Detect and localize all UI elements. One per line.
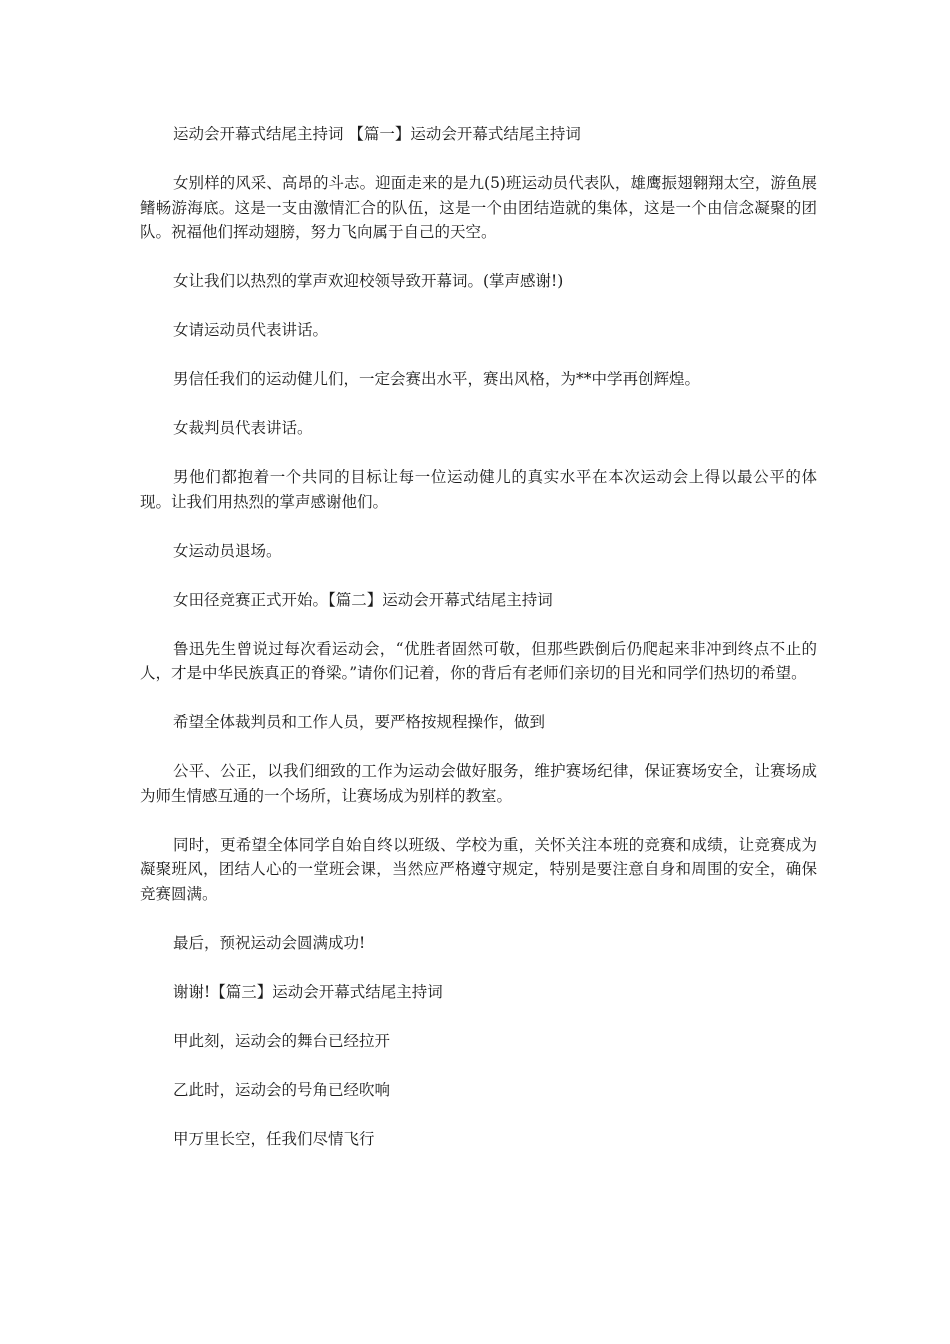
- paragraph: 男信任我们的运动健儿们，一定会赛出水平，赛出风格，为**中学再创辉煌。: [173, 370, 701, 388]
- document-body: [140, 122, 817, 1176]
- paragraph: 甲万里长空，任我们尽情飞行: [173, 1129, 375, 1148]
- paragraph: 女田径竞赛正式开始。【篇二】运动会开幕式结尾主持词: [173, 590, 553, 609]
- paragraph: 女运动员退场。: [173, 541, 282, 560]
- paragraph: 最后，预祝运动会圆满成功!: [173, 933, 366, 952]
- paragraph: 女别样的风采、高昂的斗志。迎面走来的是九(5)班运动员代表队，雄鹰振翅翱翔太空，游鱼展鳍畅游海底。这是一支由激情汇合的队伍，这是一个由团结造就的集体，这是一个由信念凝聚的团队。祝福他们挥动翅膀，努力飞向属于自己的天空。: [140, 174, 817, 241]
- paragraph: 乙此时，运动会的号角已经吹响: [173, 1080, 391, 1099]
- paragraph: 女请运动员代表讲话。: [173, 321, 329, 339]
- paragraph: 鲁迅先生曾说过每次看运动会，“优胜者固然可敬，但那些跌倒后仍爬起来非冲到终点不止的人，才是中华民族真正的脊梁。”请你们记着，你的背后有老师们亲切的目光和同学们热切的希望。: [140, 639, 817, 682]
- paragraph: 女让我们以热烈的掌声欢迎校领导致开幕词。(掌声感谢!): [173, 272, 564, 290]
- paragraph: 甲此刻，运动会的舞台已经拉开: [173, 1031, 391, 1050]
- paragraph: 女裁判员代表讲话。: [173, 419, 313, 437]
- paragraph: 谢谢!【篇三】运动会开幕式结尾主持词: [173, 982, 443, 1001]
- paragraph: 公平、公正，以我们细致的工作为运动会做好服务，维护赛场纪律，保证赛场安全，让赛场成为师生情感互通的一个场所，让赛场成为别样的教室。: [140, 762, 817, 805]
- paragraph-title: 运动会开幕式结尾主持词 【篇一】运动会开幕式结尾主持词: [173, 125, 581, 143]
- paragraph: 男他们都抱着一个共同的目标让每一位运动健儿的真实水平在本次运动会上得以最公平的体现。让我们用热烈的掌声感谢他们。: [140, 468, 817, 511]
- paragraph: 希望全体裁判员和工作人员，要严格按规程操作，做到: [173, 713, 546, 731]
- paragraph: 同时，更希望全体同学自始自终以班级、学校为重，关怀关注本班的竞赛和成绩，让竞赛成为凝聚班风，团结人心的一堂班会课，当然应严格遵守规定，特别是要注意自身和周围的安全，确保竞赛圆满。: [140, 835, 817, 903]
